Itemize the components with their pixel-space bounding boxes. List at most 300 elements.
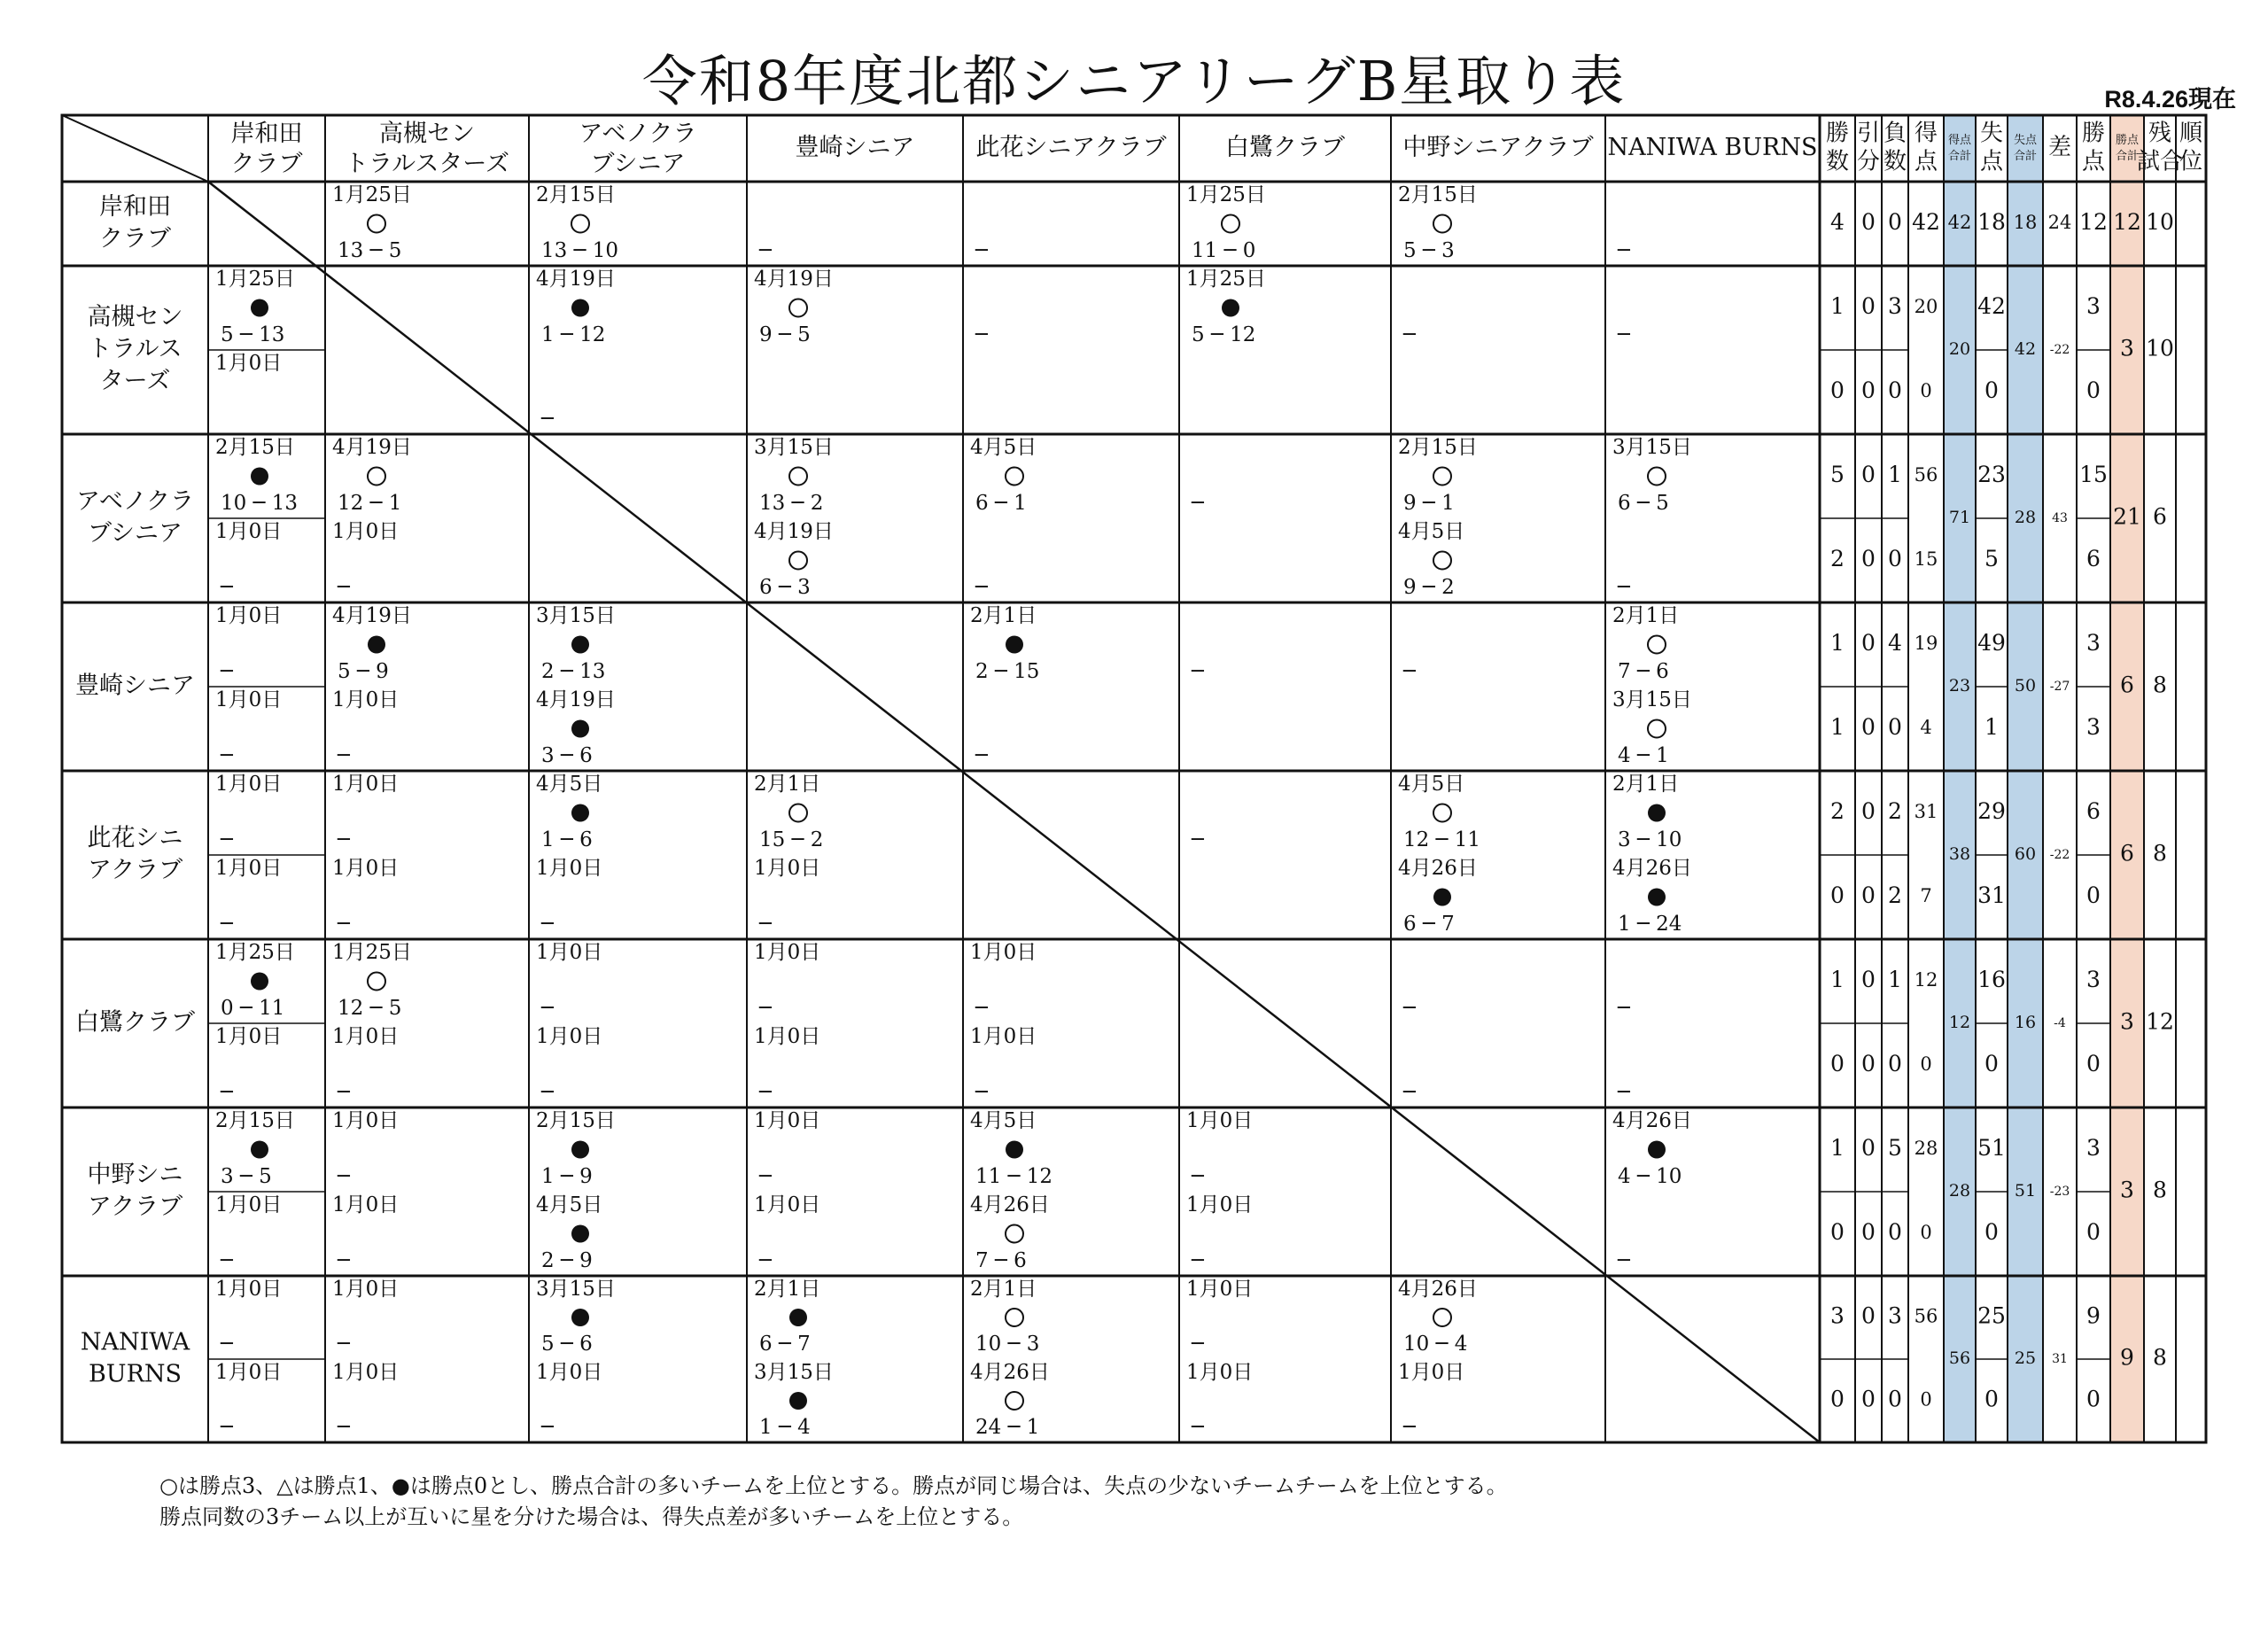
result-score: ─ xyxy=(975,239,988,262)
stat-points: 0 xyxy=(2086,882,2101,908)
stat-losses: 0 xyxy=(1888,546,1902,571)
stat-points_total: 3 xyxy=(2120,335,2134,361)
result-score: ─ xyxy=(1403,660,1416,683)
stat-draws: 0 xyxy=(1861,209,1876,235)
result-date: 1月0日 xyxy=(536,1361,603,1384)
stat-points: 6 xyxy=(2086,546,2101,571)
result-date: 4月19日 xyxy=(754,520,834,543)
stat-losses: 0 xyxy=(1888,1219,1902,1245)
result-score: ─ xyxy=(1618,1081,1630,1104)
result-score: 3 ─ 6 xyxy=(541,744,593,767)
stat-wins: 1 xyxy=(1830,967,1845,992)
result-date: 1月0日 xyxy=(970,941,1037,964)
stat-draws: 0 xyxy=(1861,630,1876,656)
stat-points: 3 xyxy=(2086,714,2101,740)
stat-header: 得 xyxy=(1914,120,1938,147)
result-score: ─ xyxy=(759,239,772,262)
stat-losses: 5 xyxy=(1888,1135,1902,1161)
stat-draws: 0 xyxy=(1861,377,1876,403)
loss-mark-icon xyxy=(789,1392,807,1410)
stat-draws: 0 xyxy=(1861,714,1876,740)
result-score: ─ xyxy=(221,576,233,599)
result-score: 7 ─ 6 xyxy=(1618,660,1669,683)
column-team-name: 此花シニアクラブ xyxy=(975,134,1167,161)
stat-allowed: 18 xyxy=(1977,209,2006,235)
result-score: 5 ─ 12 xyxy=(1192,323,1256,346)
result-date: 1月0日 xyxy=(332,688,400,711)
result-date: 1月0日 xyxy=(332,1025,400,1048)
stat-draws: 0 xyxy=(1861,967,1876,992)
result-date: 3月15日 xyxy=(754,436,834,459)
stat-header: 位 xyxy=(2179,148,2203,175)
result-date: 1月25日 xyxy=(215,941,295,964)
column-team-name: 豊崎シニア xyxy=(795,134,915,161)
stat-header: 勝 xyxy=(1825,120,1850,147)
result-date: 3月15日 xyxy=(1612,436,1692,459)
result-score: ─ xyxy=(1192,1416,1204,1439)
result-score: ─ xyxy=(221,1416,233,1439)
row-team-name: アクラブ xyxy=(87,1193,183,1221)
row-team-name: トラルス xyxy=(88,335,183,363)
stat-draws: 0 xyxy=(1861,1219,1876,1245)
result-date: 2月15日 xyxy=(1398,436,1478,459)
loss-mark-icon xyxy=(571,1309,589,1326)
result-date: 1月0日 xyxy=(332,1278,400,1301)
stat-losses: 0 xyxy=(1888,377,1902,403)
stat-allowed: 25 xyxy=(1977,1302,2006,1329)
stat-runs: 56 xyxy=(1914,1305,1938,1327)
result-date: 4月19日 xyxy=(332,436,412,459)
loss-mark-icon xyxy=(571,804,589,822)
result-score: ─ xyxy=(1618,239,1630,262)
stat-remaining: 8 xyxy=(2153,1344,2167,1371)
row-team-name: BURNS xyxy=(88,1360,183,1388)
row-team-name: 白鷺クラブ xyxy=(75,1008,195,1037)
stat-wins: 2 xyxy=(1830,798,1845,824)
result-score: ─ xyxy=(338,828,350,851)
result-score: ─ xyxy=(1618,323,1630,346)
stat-runs_total: 71 xyxy=(1948,508,1971,527)
result-score: ─ xyxy=(1192,1249,1204,1272)
stat-runs: 7 xyxy=(1920,885,1932,906)
stat-points: 15 xyxy=(2079,462,2108,487)
stat-diff: -27 xyxy=(2049,680,2070,694)
row-team-name: ターズ xyxy=(99,367,171,395)
column-team-name: 高槻セン xyxy=(379,120,475,148)
stat-remaining: 10 xyxy=(2146,335,2174,361)
win-mark-icon xyxy=(1006,1392,1023,1410)
stat-header: 数 xyxy=(1825,148,1850,175)
result-date: 1月0日 xyxy=(1186,1278,1254,1301)
stat-header: 合計 xyxy=(2013,150,2038,163)
stat-points: 0 xyxy=(2086,1386,2101,1412)
stat-points: 6 xyxy=(2086,798,2101,824)
result-score: 10 ─ 4 xyxy=(1403,1333,1468,1356)
loss-mark-icon xyxy=(1648,889,1666,906)
result-score: ─ xyxy=(1618,576,1630,599)
result-date: 1月0日 xyxy=(536,941,603,964)
stat-losses: 3 xyxy=(1888,1302,1902,1329)
result-date: 4月19日 xyxy=(536,688,616,711)
column-team-name: 白鷺クラブ xyxy=(1225,134,1345,161)
result-date: 1月0日 xyxy=(1186,1193,1254,1216)
result-date: 1月0日 xyxy=(970,1025,1037,1048)
result-score: 12 ─ 5 xyxy=(338,997,402,1020)
stat-draws: 0 xyxy=(1861,1051,1876,1076)
result-date: 2月15日 xyxy=(215,1109,295,1132)
stat-losses: 2 xyxy=(1888,882,1902,908)
row-team-name: アベノクラ xyxy=(75,487,195,516)
stat-wins: 1 xyxy=(1830,1135,1845,1161)
stat-header: 引 xyxy=(1856,120,1881,147)
result-score: 1 ─ 24 xyxy=(1618,913,1682,936)
win-mark-icon xyxy=(368,215,385,233)
result-score: ─ xyxy=(338,1249,350,1272)
result-date: 1月25日 xyxy=(1186,268,1266,291)
row-team-name: アクラブ xyxy=(87,856,183,884)
result-score: 5 ─ 9 xyxy=(338,660,389,683)
stat-header: 試合 xyxy=(2136,148,2184,175)
result-score: 5 ─ 13 xyxy=(221,323,285,346)
result-date: 1月0日 xyxy=(215,773,283,796)
column-team-name: NANIWA BURNS xyxy=(1607,134,1818,161)
stat-points_total: 6 xyxy=(2120,840,2134,867)
stat-header: 失点 xyxy=(2013,134,2038,147)
result-score: 6 ─ 3 xyxy=(759,576,811,599)
result-score: ─ xyxy=(1403,1416,1416,1439)
row-team-name: 岸和田 xyxy=(99,193,171,221)
win-mark-icon xyxy=(789,299,807,317)
stat-allowed: 0 xyxy=(1984,1386,1999,1412)
result-score: ─ xyxy=(1618,1249,1630,1272)
stat-diff: 24 xyxy=(2047,212,2072,233)
total-column-shade xyxy=(1944,115,1976,1442)
stat-runs: 0 xyxy=(1920,380,1932,401)
stat-header: 合計 xyxy=(1947,150,1972,163)
stat-runs: 0 xyxy=(1920,1222,1932,1243)
result-date: 1月0日 xyxy=(215,688,283,711)
stat-header: 点 xyxy=(1979,148,2004,175)
result-score: 6 ─ 7 xyxy=(1403,913,1455,936)
result-score: 4 ─ 1 xyxy=(1618,744,1669,767)
result-score: 1 ─ 4 xyxy=(759,1416,811,1439)
stat-runs_total: 42 xyxy=(1947,212,1972,233)
win-mark-icon xyxy=(1433,552,1451,570)
result-score: 9 ─ 1 xyxy=(1403,492,1455,515)
stat-runs_total: 56 xyxy=(1948,1348,1971,1368)
result-date: 4月5日 xyxy=(536,773,603,796)
result-score: ─ xyxy=(1192,492,1204,515)
stat-wins: 1 xyxy=(1830,630,1845,656)
loss-mark-icon xyxy=(251,468,268,486)
stat-losses: 0 xyxy=(1888,714,1902,740)
stat-points: 3 xyxy=(2086,630,2101,656)
stat-allowed_total: 16 xyxy=(2014,1013,2037,1032)
stat-runs_total: 23 xyxy=(1948,676,1971,696)
win-mark-icon xyxy=(368,468,385,486)
stat-allowed: 42 xyxy=(1977,293,2006,319)
stat-runs: 20 xyxy=(1914,296,1938,317)
result-date: 4月26日 xyxy=(970,1193,1050,1216)
result-date: 2月15日 xyxy=(536,183,616,206)
stat-runs: 19 xyxy=(1914,633,1938,654)
stat-points_total: 3 xyxy=(2120,1177,2134,1203)
stat-losses: 2 xyxy=(1888,798,1902,824)
win-mark-icon xyxy=(1222,215,1239,233)
result-date: 1月0日 xyxy=(1186,1109,1254,1132)
result-date: 1月0日 xyxy=(215,1361,283,1384)
stat-allowed_total: 51 xyxy=(2014,1181,2037,1201)
stat-runs: 31 xyxy=(1914,801,1938,822)
result-score: ─ xyxy=(759,1249,772,1272)
result-date: 1月0日 xyxy=(536,857,603,880)
stat-allowed_total: 18 xyxy=(2013,212,2038,233)
total-column-shade xyxy=(2008,115,2043,1442)
result-score: ─ xyxy=(221,660,233,683)
stat-points_total: 9 xyxy=(2120,1344,2134,1371)
result-score: ─ xyxy=(1403,323,1416,346)
result-date: 2月15日 xyxy=(215,436,295,459)
stat-wins: 2 xyxy=(1830,546,1845,571)
stat-header: 勝 xyxy=(2081,120,2106,147)
stat-runs: 28 xyxy=(1914,1138,1938,1159)
win-mark-icon xyxy=(789,552,807,570)
loss-mark-icon xyxy=(571,1141,589,1159)
row-team-name: 此花シニ xyxy=(87,824,183,852)
result-date: 1月0日 xyxy=(215,1278,283,1301)
win-mark-icon xyxy=(571,215,589,233)
stat-header: 順 xyxy=(2179,120,2203,147)
stat-losses: 0 xyxy=(1888,1051,1902,1076)
result-score: 2 ─ 9 xyxy=(541,1249,593,1272)
loss-mark-icon xyxy=(571,299,589,317)
stat-header: 差 xyxy=(2047,134,2072,161)
win-mark-icon xyxy=(1433,804,1451,822)
result-date: 1月25日 xyxy=(332,183,412,206)
stat-remaining: 8 xyxy=(2153,840,2167,867)
result-date: 4月26日 xyxy=(1398,1278,1478,1301)
result-score: 24 ─ 1 xyxy=(975,1416,1040,1439)
result-score: ─ xyxy=(338,1416,350,1439)
page-title: 令和8年度北都シニアリーグB星取り表 xyxy=(641,49,1627,113)
result-score: ─ xyxy=(1403,997,1416,1020)
stat-points: 3 xyxy=(2086,1135,2101,1161)
result-score: ─ xyxy=(1618,997,1630,1020)
stat-runs_total: 20 xyxy=(1948,339,1971,359)
result-score: ─ xyxy=(338,576,350,599)
stat-header: 点 xyxy=(2081,148,2106,175)
loss-mark-icon xyxy=(1648,804,1666,822)
loss-mark-icon xyxy=(571,720,589,738)
stat-wins: 3 xyxy=(1830,1302,1845,1329)
result-date: 2月1日 xyxy=(970,1278,1037,1301)
result-score: ─ xyxy=(541,913,554,936)
result-score: ─ xyxy=(338,744,350,767)
result-score: 5 ─ 6 xyxy=(541,1333,593,1356)
result-date: 4月5日 xyxy=(970,1109,1037,1132)
result-score: ─ xyxy=(221,744,233,767)
result-score: ─ xyxy=(975,576,988,599)
stat-points_total: 3 xyxy=(2120,1008,2134,1035)
result-date: 4月19日 xyxy=(536,268,616,291)
result-score: 13 ─ 10 xyxy=(541,239,619,262)
win-mark-icon xyxy=(368,973,385,991)
row-team-name: 豊崎シニア xyxy=(75,672,195,700)
stat-allowed_total: 50 xyxy=(2014,676,2037,696)
stat-allowed: 51 xyxy=(1977,1135,2006,1161)
stat-diff: 31 xyxy=(2052,1352,2068,1366)
stat-points: 9 xyxy=(2086,1302,2101,1329)
result-score: ─ xyxy=(541,1416,554,1439)
stat-allowed: 23 xyxy=(1977,462,2006,487)
stat-allowed: 49 xyxy=(1977,630,2006,656)
stat-points: 3 xyxy=(2086,293,2101,319)
win-mark-icon xyxy=(789,468,807,486)
result-score: ─ xyxy=(221,828,233,851)
result-score: ─ xyxy=(221,913,233,936)
board-text xyxy=(75,120,2203,1440)
result-score: 1 ─ 9 xyxy=(541,1165,593,1188)
stat-wins: 0 xyxy=(1830,1051,1845,1076)
result-date: 1月0日 xyxy=(754,941,821,964)
result-date: 3月15日 xyxy=(754,1361,834,1384)
result-date: 1月0日 xyxy=(332,857,400,880)
stat-draws: 0 xyxy=(1861,1386,1876,1412)
stat-allowed: 1 xyxy=(1984,714,1999,740)
stat-diff: -23 xyxy=(2049,1185,2070,1199)
stat-header: 分 xyxy=(1856,148,1881,175)
stat-points: 0 xyxy=(2086,377,2101,403)
stat-allowed: 29 xyxy=(1977,798,2006,824)
result-score: ─ xyxy=(975,744,988,767)
result-score: ─ xyxy=(1192,660,1204,683)
stat-points_total: 6 xyxy=(2120,672,2134,698)
result-date: 1月0日 xyxy=(332,1109,400,1132)
result-date: 1月0日 xyxy=(754,1193,821,1216)
win-mark-icon xyxy=(1006,1225,1023,1243)
result-score: ─ xyxy=(975,1081,988,1104)
stat-allowed_total: 25 xyxy=(2014,1348,2037,1368)
row-team-name: 中野シニ xyxy=(87,1161,183,1189)
total-column-shade xyxy=(2110,115,2144,1442)
result-score: ─ xyxy=(338,1165,350,1188)
result-date: 1月0日 xyxy=(332,1193,400,1216)
result-date: 4月26日 xyxy=(970,1361,1050,1384)
column-team-name: クラブ xyxy=(230,150,303,178)
result-score: ─ xyxy=(338,1081,350,1104)
result-date: 4月5日 xyxy=(970,436,1037,459)
result-score: ─ xyxy=(338,913,350,936)
stat-runs: 42 xyxy=(1912,209,1940,235)
result-score: ─ xyxy=(975,323,988,346)
result-score: 6 ─ 5 xyxy=(1618,492,1669,515)
win-mark-icon xyxy=(1433,468,1451,486)
loss-mark-icon xyxy=(1648,1141,1666,1159)
result-score: ─ xyxy=(1403,1081,1416,1104)
loss-mark-icon xyxy=(571,636,589,654)
stat-allowed: 5 xyxy=(1984,546,1999,571)
result-date: 4月5日 xyxy=(1398,520,1465,543)
result-score: ─ xyxy=(338,1333,350,1356)
result-date: 4月5日 xyxy=(1398,773,1465,796)
result-score: 4 ─ 10 xyxy=(1618,1165,1682,1188)
loss-mark-icon xyxy=(251,299,268,317)
loss-mark-icon xyxy=(1006,1141,1023,1159)
stat-points_total: 12 xyxy=(2113,209,2141,235)
rules-note-1: ○は勝点3、△は勝点1、●は勝点0とし、勝点合計の多いチームを上位とする。勝点が同じ場合は、失点の少ないチームチームを上位とする。 xyxy=(159,1473,1508,1498)
result-score: ─ xyxy=(541,408,554,431)
result-score: 5 ─ 3 xyxy=(1403,239,1455,262)
column-team-name: 岸和田 xyxy=(230,120,303,148)
result-date: 1月0日 xyxy=(215,857,283,880)
win-mark-icon xyxy=(789,804,807,822)
stat-diff: 43 xyxy=(2052,511,2068,525)
result-date: 1月0日 xyxy=(215,520,283,543)
stat-diff: -4 xyxy=(2054,1016,2066,1030)
stat-header: 数 xyxy=(1883,148,1907,175)
column-team-name: 中野シニアクラブ xyxy=(1402,134,1594,161)
result-date: 3月15日 xyxy=(1612,688,1692,711)
stat-losses: 3 xyxy=(1888,293,1902,319)
stat-draws: 0 xyxy=(1861,546,1876,571)
result-date: 2月15日 xyxy=(1398,183,1478,206)
as-of-date: R8.4.26現在 xyxy=(2104,86,2236,113)
row-team-name: クラブ xyxy=(99,225,171,253)
result-score: ─ xyxy=(759,997,772,1020)
result-date: 1月0日 xyxy=(215,604,283,627)
stat-draws: 0 xyxy=(1861,1135,1876,1161)
stat-allowed: 0 xyxy=(1984,1219,1999,1245)
result-score: 9 ─ 2 xyxy=(1403,576,1455,599)
result-date: 3月15日 xyxy=(536,1278,616,1301)
stat-losses: 0 xyxy=(1888,209,1902,235)
result-score: 0 ─ 11 xyxy=(221,997,285,1020)
result-score: 2 ─ 15 xyxy=(975,660,1040,683)
result-date: 2月1日 xyxy=(1612,604,1680,627)
result-score: 2 ─ 13 xyxy=(541,660,606,683)
result-score: 6 ─ 7 xyxy=(759,1333,811,1356)
stat-points: 12 xyxy=(2079,209,2108,235)
stat-draws: 0 xyxy=(1861,293,1876,319)
result-date: 1月0日 xyxy=(754,1025,821,1048)
stat-remaining: 8 xyxy=(2153,672,2167,698)
row-team-name: NANIWA xyxy=(80,1328,190,1356)
result-score: ─ xyxy=(221,1249,233,1272)
stat-allowed_total: 42 xyxy=(2014,339,2037,359)
result-date: 1月0日 xyxy=(536,1025,603,1048)
stat-draws: 0 xyxy=(1861,1302,1876,1329)
result-date: 1月0日 xyxy=(332,1361,400,1384)
stat-wins: 0 xyxy=(1830,882,1845,908)
result-date: 1月0日 xyxy=(1398,1361,1465,1384)
result-score: ─ xyxy=(759,1165,772,1188)
result-date: 1月25日 xyxy=(1186,183,1266,206)
result-date: 1月0日 xyxy=(332,773,400,796)
stat-allowed: 16 xyxy=(1977,967,2006,992)
loss-mark-icon xyxy=(251,1141,268,1159)
stat-header: 勝点 xyxy=(2115,134,2140,147)
result-score: ─ xyxy=(1192,828,1204,851)
stat-runs: 12 xyxy=(1914,969,1938,991)
win-mark-icon xyxy=(1006,468,1023,486)
result-date: 4月26日 xyxy=(1612,857,1692,880)
stat-draws: 0 xyxy=(1861,882,1876,908)
stat-wins: 1 xyxy=(1830,293,1845,319)
result-score: 12 ─ 11 xyxy=(1403,828,1481,851)
stat-losses: 4 xyxy=(1888,630,1902,656)
stat-wins: 0 xyxy=(1830,1386,1845,1412)
stat-runs: 4 xyxy=(1920,717,1932,738)
